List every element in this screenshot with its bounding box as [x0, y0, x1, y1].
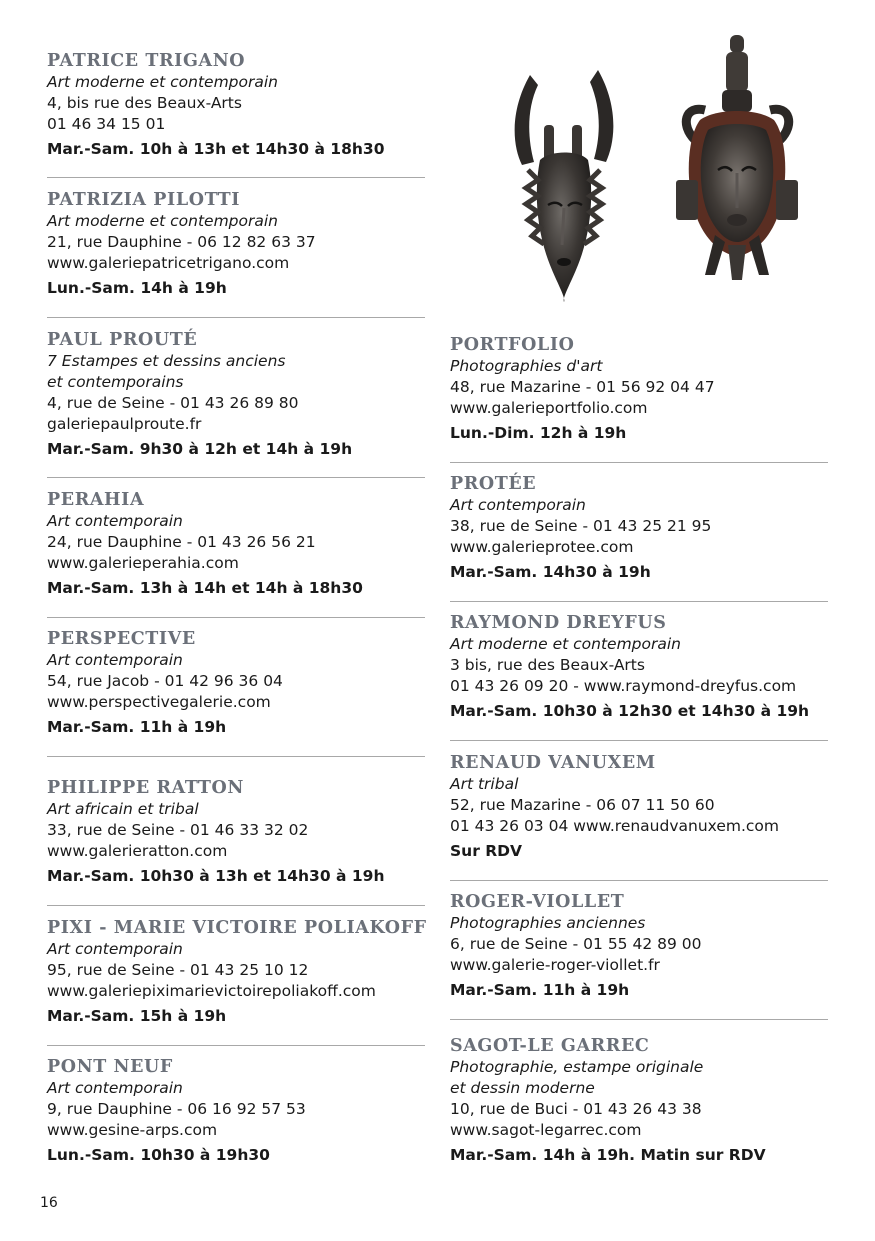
gallery-hours: Mar.-Sam. 9h30 à 12h et 14h à 19h: [47, 440, 353, 458]
gallery-detail: 9, rue Dauphine - 06 16 92 57 53: [47, 1100, 306, 1118]
gallery-category: Photographies d'art: [450, 357, 603, 375]
gallery-entry: [47, 330, 425, 460]
separator-line: [450, 462, 828, 463]
gallery-detail: 3 bis, rue des Beaux-Arts: [450, 656, 645, 674]
gallery-detail: 4, rue de Seine - 01 43 26 89 80: [47, 394, 299, 412]
gallery-entry: [47, 918, 425, 1027]
gallery-detail: 01 43 26 03 04 www.renaudvanuxem.com: [450, 817, 780, 835]
gallery-category: Photographie, estampe originale: [450, 1058, 704, 1076]
gallery-category: Art moderne et contemporain: [47, 73, 279, 91]
gallery-category: Art contemporain: [47, 512, 183, 530]
gallery-detail: www.galerie-roger-viollet.fr: [450, 956, 660, 974]
separator-line: [450, 880, 828, 881]
gallery-entry: [47, 629, 425, 738]
figure-mask-icon: [676, 35, 798, 280]
gallery-name: PHILIPPE RATTON: [47, 778, 244, 798]
separator-line: [47, 1045, 425, 1046]
gallery-name: RENAUD VANUXEM: [450, 753, 656, 773]
gallery-hours: Mar.-Sam. 13h à 14h et 14h à 18h30: [47, 579, 363, 597]
gallery-detail: www.galeriepatricetrigano.com: [47, 254, 290, 272]
gallery-hours: Mar.-Sam. 10h30 à 12h30 et 14h30 à 19h: [450, 702, 810, 720]
gallery-name: PONT NEUF: [47, 1057, 173, 1077]
gallery-detail: galeriepaulproute.fr: [47, 415, 202, 433]
page-number: 16: [40, 1195, 58, 1211]
gallery-hours: Mar.-Sam. 14h30 à 19h: [450, 563, 651, 581]
gallery-detail: 38, rue de Seine - 01 43 25 21 95: [450, 517, 712, 535]
gallery-name: PATRIZIA PILOTTI: [47, 190, 240, 210]
gallery-hours: Mar.-Sam. 10h à 13h et 14h30 à 18h30: [47, 140, 385, 158]
gallery-hours: Mar.-Sam. 11h à 19h: [450, 981, 630, 999]
gallery-name: PIXI - MARIE VICTOIRE POLIAKOFF: [47, 918, 427, 938]
separator-line: [450, 740, 828, 741]
gallery-detail: www.galerieperahia.com: [47, 554, 239, 572]
gallery-entry: [450, 335, 828, 444]
gallery-name: PATRICE TRIGANO: [47, 51, 246, 71]
gallery-hours: Mar.-Sam. 11h à 19h: [47, 718, 227, 736]
gallery-entry: [47, 778, 425, 887]
tribal-masks-photo: [500, 30, 810, 320]
gallery-hours: Mar.-Sam. 15h à 19h: [47, 1007, 227, 1025]
gallery-name: PROTÉE: [450, 474, 537, 494]
gallery-detail: 21, rue Dauphine - 06 12 82 63 37: [47, 233, 316, 251]
gallery-name: PORTFOLIO: [450, 335, 575, 355]
gallery-hours: Lun.-Dim. 12h à 19h: [450, 424, 627, 442]
horned-mask-icon: [515, 70, 614, 302]
gallery-entry: [47, 190, 425, 299]
gallery-category: Art moderne et contemporain: [450, 635, 682, 653]
gallery-hours: Mar.-Sam. 14h à 19h. Matin sur RDV: [450, 1146, 766, 1164]
gallery-category: Art tribal: [450, 775, 519, 793]
gallery-detail: 6, rue de Seine - 01 55 42 89 00: [450, 935, 702, 953]
separator-line: [47, 317, 425, 318]
gallery-category: Art africain et tribal: [47, 800, 199, 818]
separator-line: [47, 756, 425, 757]
separator-line: [47, 177, 425, 178]
gallery-detail: 01 43 26 09 20 - www.raymond-dreyfus.com: [450, 677, 797, 695]
gallery-category: Art contemporain: [47, 940, 183, 958]
gallery-hours: Mar.-Sam. 10h30 à 13h et 14h30 à 19h: [47, 867, 385, 885]
gallery-name: RAYMOND DREYFUS: [450, 613, 667, 633]
gallery-detail: www.galeriepiximarievictoirepoliakoff.com: [47, 982, 376, 1000]
gallery-name: PAUL PROUTÉ: [47, 330, 198, 350]
separator-line: [47, 905, 425, 906]
separator-line: [47, 617, 425, 618]
gallery-detail: www.perspectivegalerie.com: [47, 693, 271, 711]
separator-line: [47, 477, 425, 478]
gallery-detail: 95, rue de Seine - 01 43 25 10 12: [47, 961, 309, 979]
gallery-category: 7 Estampes et dessins anciens: [47, 352, 286, 370]
gallery-detail: www.galerieportfolio.com: [450, 399, 648, 417]
gallery-entry: [47, 51, 425, 160]
gallery-category: et contemporains: [47, 373, 184, 391]
gallery-hours: Lun.-Sam. 14h à 19h: [47, 279, 227, 297]
gallery-detail: www.galerieratton.com: [47, 842, 228, 860]
gallery-category: Photographies anciennes: [450, 914, 646, 932]
gallery-name: PERSPECTIVE: [47, 629, 196, 649]
gallery-name: SAGOT-LE GARREC: [450, 1036, 650, 1056]
gallery-detail: www.gesine-arps.com: [47, 1121, 218, 1139]
gallery-detail: 01 46 34 15 01: [47, 115, 166, 133]
gallery-detail: 48, rue Mazarine - 01 56 92 04 47: [450, 378, 715, 396]
gallery-category: Art contemporain: [450, 496, 586, 514]
gallery-entry: [47, 490, 425, 599]
gallery-hours: Lun.-Sam. 10h30 à 19h30: [47, 1146, 270, 1164]
gallery-category: Art moderne et contemporain: [47, 212, 279, 230]
gallery-hours: Sur RDV: [450, 842, 523, 860]
gallery-name: ROGER-VIOLLET: [450, 892, 625, 912]
gallery-category: Art contemporain: [47, 651, 183, 669]
gallery-category: et dessin moderne: [450, 1079, 595, 1097]
gallery-detail: 24, rue Dauphine - 01 43 26 56 21: [47, 533, 316, 551]
gallery-detail: 33, rue de Seine - 01 46 33 32 02: [47, 821, 309, 839]
separator-line: [450, 601, 828, 602]
gallery-entry: [47, 1057, 425, 1166]
gallery-detail: 52, rue Mazarine - 06 07 11 50 60: [450, 796, 715, 814]
gallery-entry: [450, 613, 828, 722]
gallery-category: Art contemporain: [47, 1079, 183, 1097]
gallery-entry: [450, 1036, 828, 1166]
gallery-detail: 54, rue Jacob - 01 42 96 36 04: [47, 672, 283, 690]
gallery-detail: 10, rue de Buci - 01 43 26 43 38: [450, 1100, 702, 1118]
gallery-detail: www.sagot-legarrec.com: [450, 1121, 642, 1139]
gallery-detail: www.galerieprotee.com: [450, 538, 634, 556]
gallery-name: PERAHIA: [47, 490, 145, 510]
gallery-entry: [450, 474, 828, 583]
separator-line: [450, 1019, 828, 1020]
gallery-entry: [450, 892, 828, 1001]
gallery-detail: 4, bis rue des Beaux-Arts: [47, 94, 242, 112]
gallery-entry: [450, 753, 828, 862]
